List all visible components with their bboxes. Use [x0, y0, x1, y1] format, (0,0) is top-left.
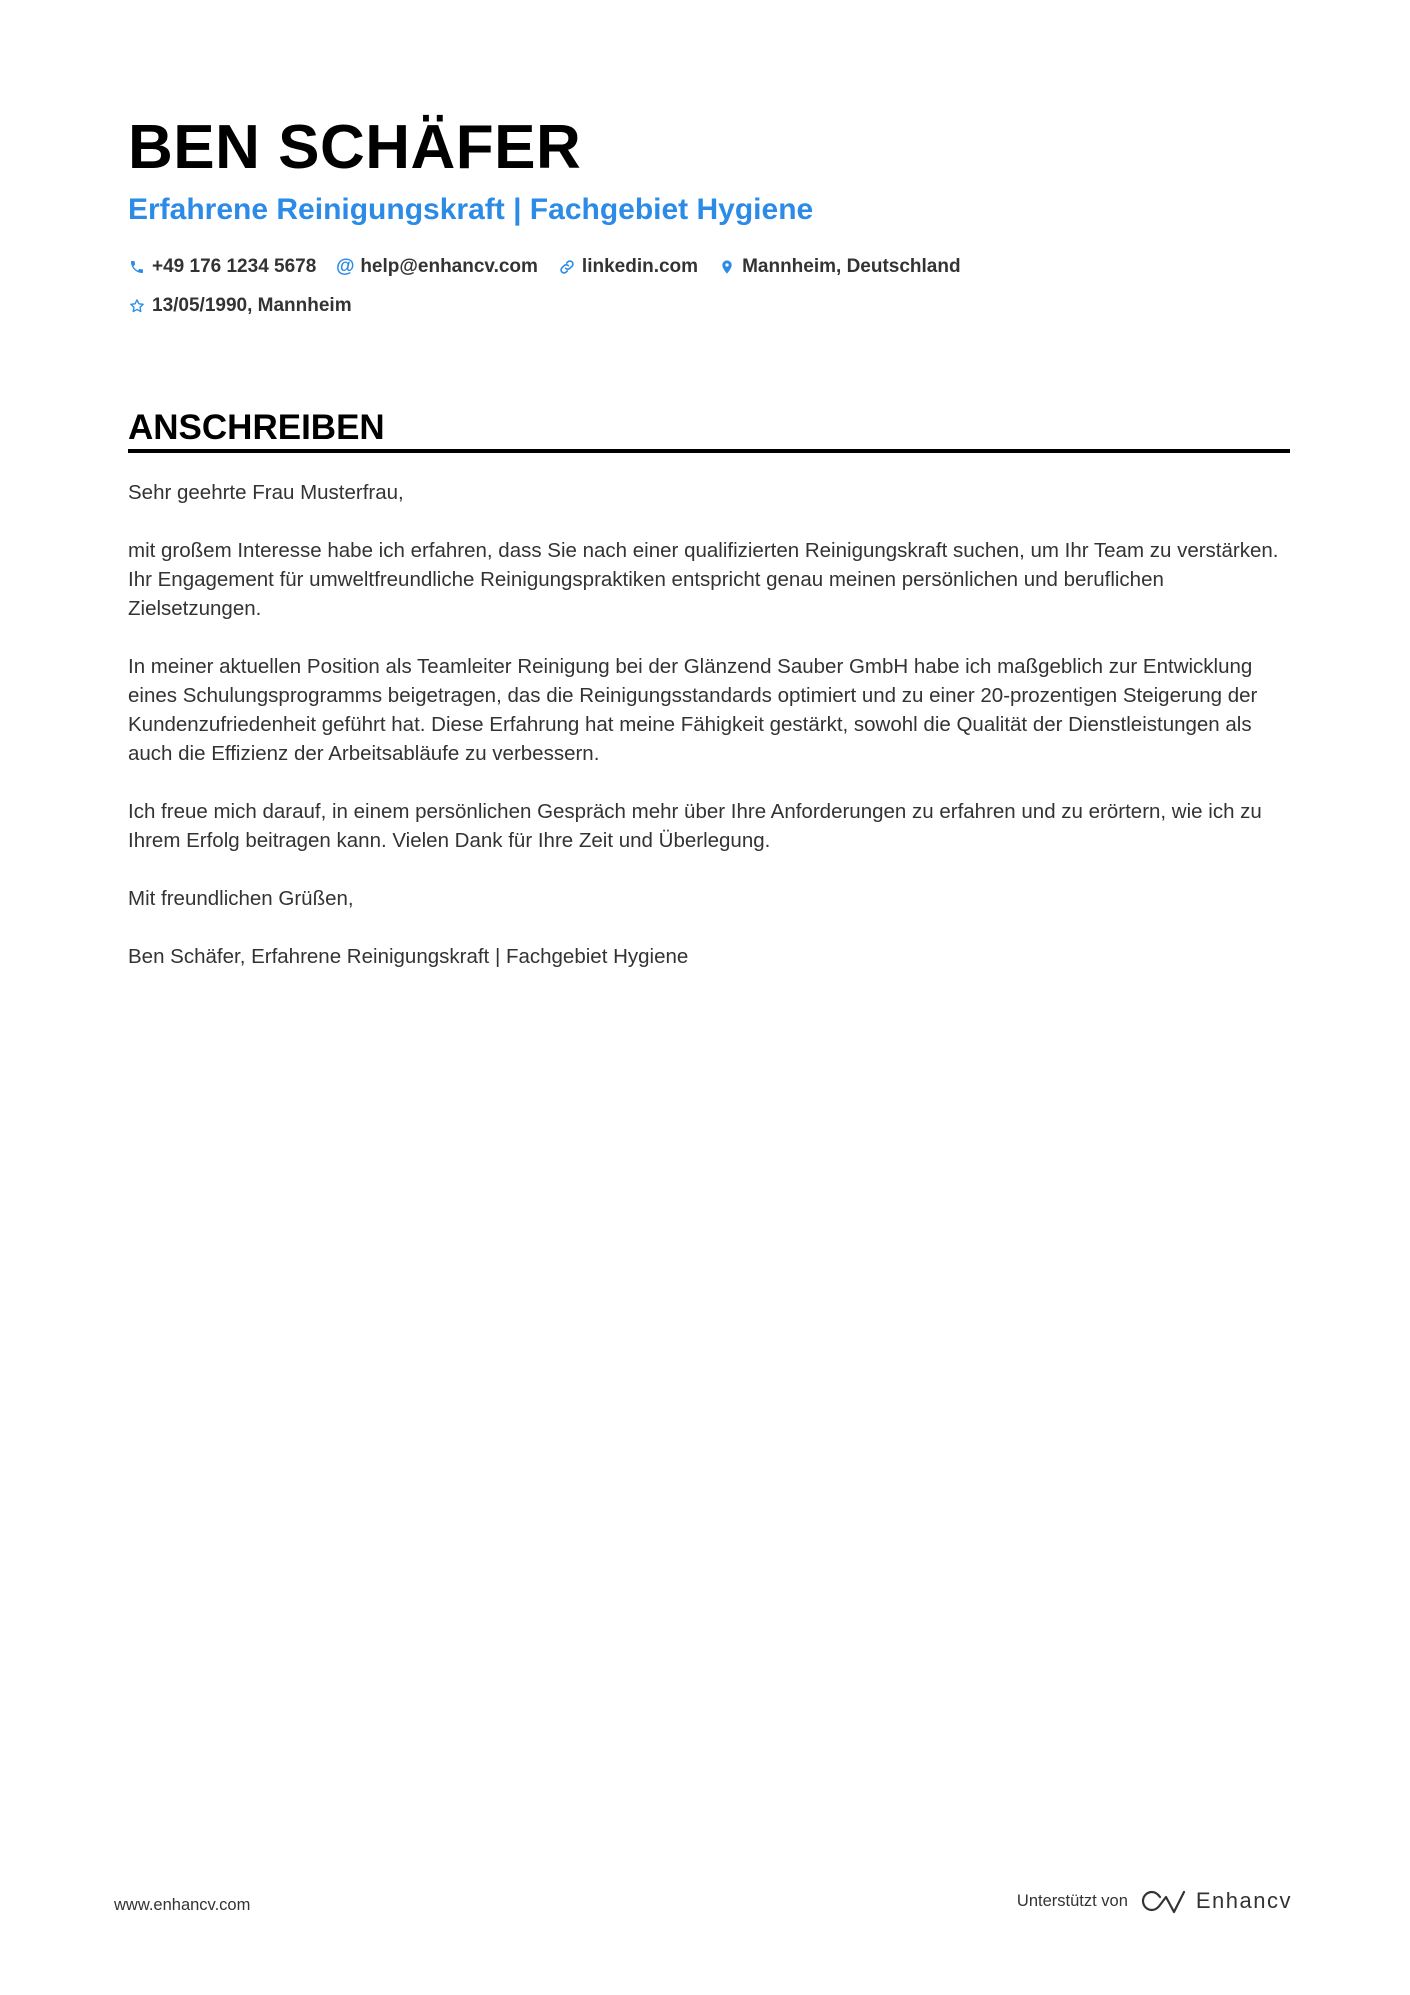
enhancv-logo-icon: [1140, 1888, 1186, 1914]
linkedin-text: linkedin.com: [581, 256, 699, 277]
letter-paragraph: mit großem Interesse habe ich erfahren, dass Sie nach einer qualifizierten Reinigungskraft suchen, um Ihr Team zu verstärken. Ihr Engagement für umweltfreundliche Reinigungspraktiken entspricht genau meinen persönlichen und beruflichen Zielsetzungen.: [128, 539, 1279, 620]
letter-paragraph: Ich freue mich darauf, in einem persönlichen Gespräch mehr über Ihre Anforderungen zu erfahren und zu erörtern, wie ich zu Ihrem Erfolg beitragen kann. Vielen Dank für Ihre Zeit und Überlegung.: [128, 800, 1262, 852]
brand-name: Enhancv: [1195, 1888, 1292, 1913]
link-icon: [558, 258, 576, 276]
star-icon: [128, 297, 146, 315]
phone-icon: [128, 258, 146, 276]
footer-website[interactable]: www.enhancv.com: [114, 1896, 251, 1914]
powered-by-text: Unterstützt von: [1016, 1892, 1128, 1910]
letter-salutation: Sehr geehrte Frau Musterfrau,: [128, 481, 404, 504]
section-title: ANSCHREIBEN: [128, 408, 385, 447]
applicant-name: BEN SCHÄFER: [128, 113, 582, 182]
at-icon: @: [336, 256, 355, 277]
contact-linkedin[interactable]: [558, 254, 698, 280]
contact-phone[interactable]: [128, 254, 316, 280]
section-divider: [128, 449, 1290, 453]
phone-text: +49 176 1234 5678: [152, 256, 317, 277]
contact-row-2: [128, 293, 372, 319]
email-text: help@enhancv.com: [360, 256, 538, 277]
footer-branding[interactable]: [1017, 1888, 1292, 1914]
birth-text: 13/05/1990, Mannheim: [152, 295, 352, 316]
letter-closing: Mit freundlichen Grüßen,: [128, 887, 354, 910]
contact-row: [128, 254, 981, 280]
contact-location: [718, 254, 961, 280]
location-pin-icon: [718, 258, 736, 276]
letter-signature: Ben Schäfer, Erfahrene Reinigungskraft | Fachgebiet Hygiene: [128, 945, 689, 968]
contact-birth: [128, 293, 352, 319]
letter-paragraph: In meiner aktuellen Position als Teamleiter Reinigung bei der Glänzend Sauber GmbH habe ich maßgeblich zur Entwicklung eines Schulungsprogramms beigetragen, das die Reinigungsstandards optimiert und zu einer 20-prozentigen Steigerung der Kundenzufriedenheit geführt hat. Diese Erfahrung hat meine Fähigkeit gestärkt, sowohl die Qualität der Dienstleistungen als auch die Effizienz der Arbeitsabläufe zu verbessern.: [128, 655, 1258, 765]
applicant-title: Erfahrene Reinigungskraft | Fachgebiet Hygiene: [128, 193, 814, 226]
letter-body: [128, 478, 1290, 1000]
location-text: Mannheim, Deutschland: [742, 256, 961, 277]
contact-email[interactable]: [336, 254, 538, 280]
